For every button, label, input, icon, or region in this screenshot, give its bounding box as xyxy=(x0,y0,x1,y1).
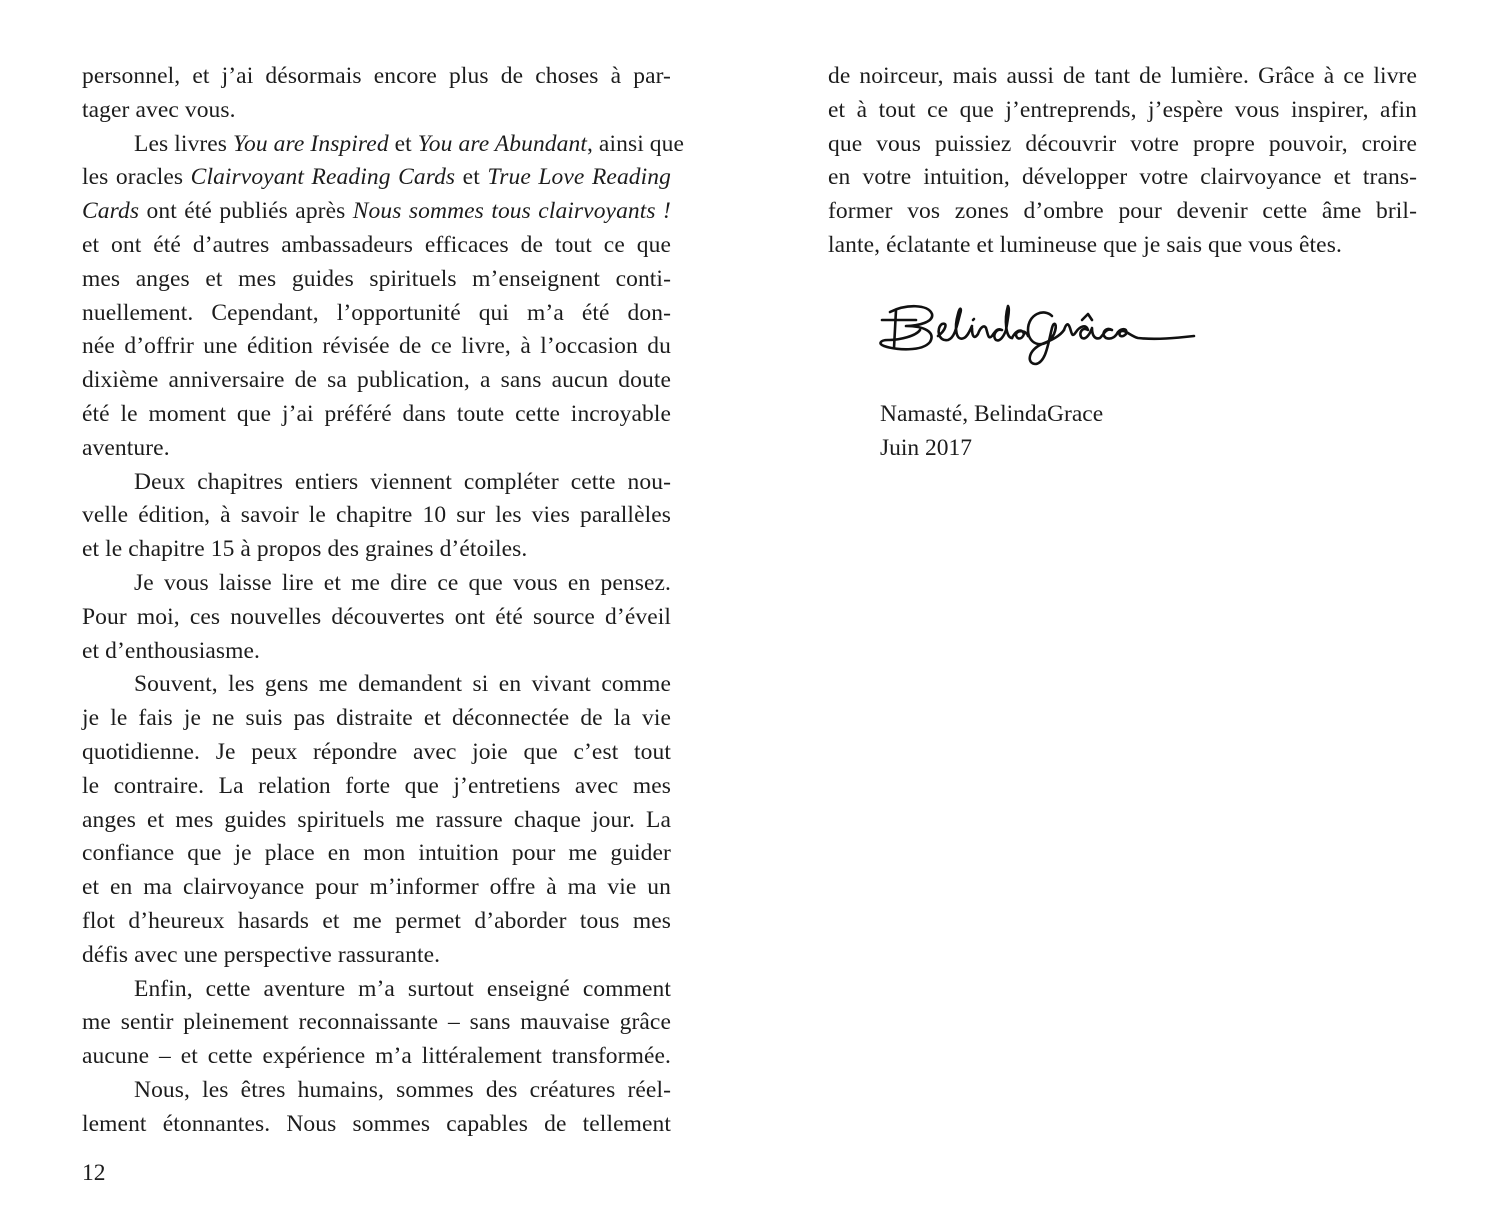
text-line xyxy=(82,94,671,128)
text-line xyxy=(828,94,1417,128)
text-run: le contraire. La relation forte que j’entretiens avec mes xyxy=(82,772,671,799)
text-line xyxy=(82,1006,671,1040)
text-run: lante, éclatante et lumineuse que je sais que vous êtes. xyxy=(828,231,1342,258)
text-line xyxy=(828,60,1417,94)
text-line xyxy=(82,398,671,432)
text-run: aucune – et cette expérience m’a littéralement transformée. xyxy=(82,1043,671,1070)
text-run: Souvent, les gens me demandent si en vivant comme xyxy=(134,671,671,698)
text-run: que vous puissiez découvrir votre propre pouvoir, croire xyxy=(828,130,1417,157)
text-line xyxy=(82,128,685,162)
text-run: Enfin, cette aventure m’a surtout enseigné comment xyxy=(134,975,671,1002)
text-line xyxy=(82,533,671,567)
text-run: confiance que je place en mon intuition pour me guider xyxy=(82,840,671,867)
closing-salutation: Namasté, BelindaGrace xyxy=(880,401,1104,427)
text-line xyxy=(82,905,671,939)
page-number: 12 xyxy=(82,1160,106,1186)
text-run: flot d’heureux hasards et me permet d’aborder tous mes xyxy=(82,907,671,934)
right-page-body xyxy=(828,60,1417,263)
italic-title: Clairvoyant Reading Cards xyxy=(190,164,456,191)
text-line xyxy=(82,229,671,263)
text-run: , ainsi que xyxy=(586,130,685,157)
text-run: je le fais je ne suis pas distraite et déconnectée de la vie xyxy=(82,705,671,732)
text-line xyxy=(82,195,671,229)
text-run: et ont été d’autres ambassadeurs efficaces de tout ce que xyxy=(82,231,671,258)
closing-block xyxy=(880,398,1103,466)
text-run: tager avec vous. xyxy=(82,96,236,123)
text-line xyxy=(82,668,671,702)
text-run: ont été publiés après xyxy=(139,198,353,225)
text-run: et à tout ce que j’entreprends, j’espère vous inspirer, afin xyxy=(828,96,1417,123)
text-run: et d’enthousiasme. xyxy=(82,637,261,664)
text-line xyxy=(82,973,671,1007)
text-run: Deux chapitres entiers viennent compléter cette nou- xyxy=(134,468,671,495)
italic-title: You are Abundant xyxy=(417,130,587,157)
handwritten-signature xyxy=(876,290,1206,370)
text-line xyxy=(82,567,671,601)
italic-title: True Love Reading xyxy=(487,164,671,191)
text-line xyxy=(828,195,1417,229)
text-run: anges et mes guides spirituels me rassure chaque jour. La xyxy=(82,806,671,833)
text-run: mes anges et mes guides spirituels m’enseignent conti- xyxy=(82,265,671,292)
text-line xyxy=(82,330,671,364)
italic-title: Nous sommes tous clairvoyants ! xyxy=(352,198,671,225)
text-line xyxy=(82,736,671,770)
text-run: aventure. xyxy=(82,434,170,461)
text-run: et xyxy=(455,164,488,191)
text-run: former vos zones d’ombre pour devenir cette âme bril- xyxy=(828,198,1417,225)
text-run: défis avec une perspective rassurante. xyxy=(82,941,441,968)
text-line xyxy=(82,60,671,94)
text-run: quotidienne. Je peux répondre avec joie que c’est tout xyxy=(82,738,671,765)
text-line xyxy=(828,128,1417,162)
text-run: lement étonnantes. Nous sommes capables de tellement xyxy=(82,1110,671,1137)
text-line xyxy=(82,939,671,973)
text-line xyxy=(82,1074,671,1108)
text-run: été le moment que j’ai préféré dans toute cette incroyable xyxy=(82,400,671,427)
text-run: nuellement. Cependant, l’opportunité qui m’a été don- xyxy=(82,299,671,326)
italic-title: Cards xyxy=(82,198,140,225)
text-run: née d’offrir une édition révisée de ce livre, à l’occasion du xyxy=(82,333,671,360)
italic-title: You are Inspired xyxy=(233,130,389,157)
text-run: et xyxy=(388,130,418,157)
text-line xyxy=(82,1040,671,1074)
text-line xyxy=(82,702,671,736)
closing-date: Juin 2017 xyxy=(880,434,973,461)
text-line xyxy=(82,161,671,195)
text-run: les oracles xyxy=(82,164,191,191)
text-run: de noirceur, mais aussi de tant de lumière. Grâce à ce livre xyxy=(828,63,1417,89)
left-page-body xyxy=(82,60,685,1142)
text-line xyxy=(82,364,671,398)
text-run: velle édition, à savoir le chapitre 10 sur les vies parallèles xyxy=(82,502,671,529)
text-run: en votre intuition, développer votre clairvoyance et trans- xyxy=(828,164,1417,191)
text-line xyxy=(82,635,671,669)
text-line xyxy=(82,499,671,533)
text-line xyxy=(82,466,671,500)
text-run: personnel, et j’ai désormais encore plus de choses à par- xyxy=(82,63,671,89)
text-run: Les livres xyxy=(134,130,233,157)
text-run: Je vous laisse lire et me dire ce que vous en pensez. xyxy=(134,569,671,596)
text-run: dixième anniversaire de sa publication, a sans aucun doute xyxy=(82,367,671,394)
text-run: Nous, les êtres humains, sommes des créatures réel- xyxy=(134,1076,671,1103)
text-line xyxy=(82,1108,671,1142)
text-line xyxy=(82,804,671,838)
text-line xyxy=(828,229,1417,263)
text-line xyxy=(82,601,671,635)
text-line xyxy=(82,263,671,297)
text-line xyxy=(82,770,671,804)
text-run: me sentir pleinement reconnaissante – sans mauvaise grâce xyxy=(82,1009,671,1036)
text-run: Pour moi, ces nouvelles découvertes ont été source d’éveil xyxy=(82,603,671,630)
text-run: et le chapitre 15 à propos des graines d’étoiles. xyxy=(82,536,528,563)
text-line xyxy=(828,161,1417,195)
text-line xyxy=(82,837,671,871)
text-run: et en ma clairvoyance pour m’informer offre à ma vie un xyxy=(82,874,671,901)
text-line xyxy=(82,871,671,905)
text-line xyxy=(82,432,671,466)
text-line xyxy=(82,297,671,331)
